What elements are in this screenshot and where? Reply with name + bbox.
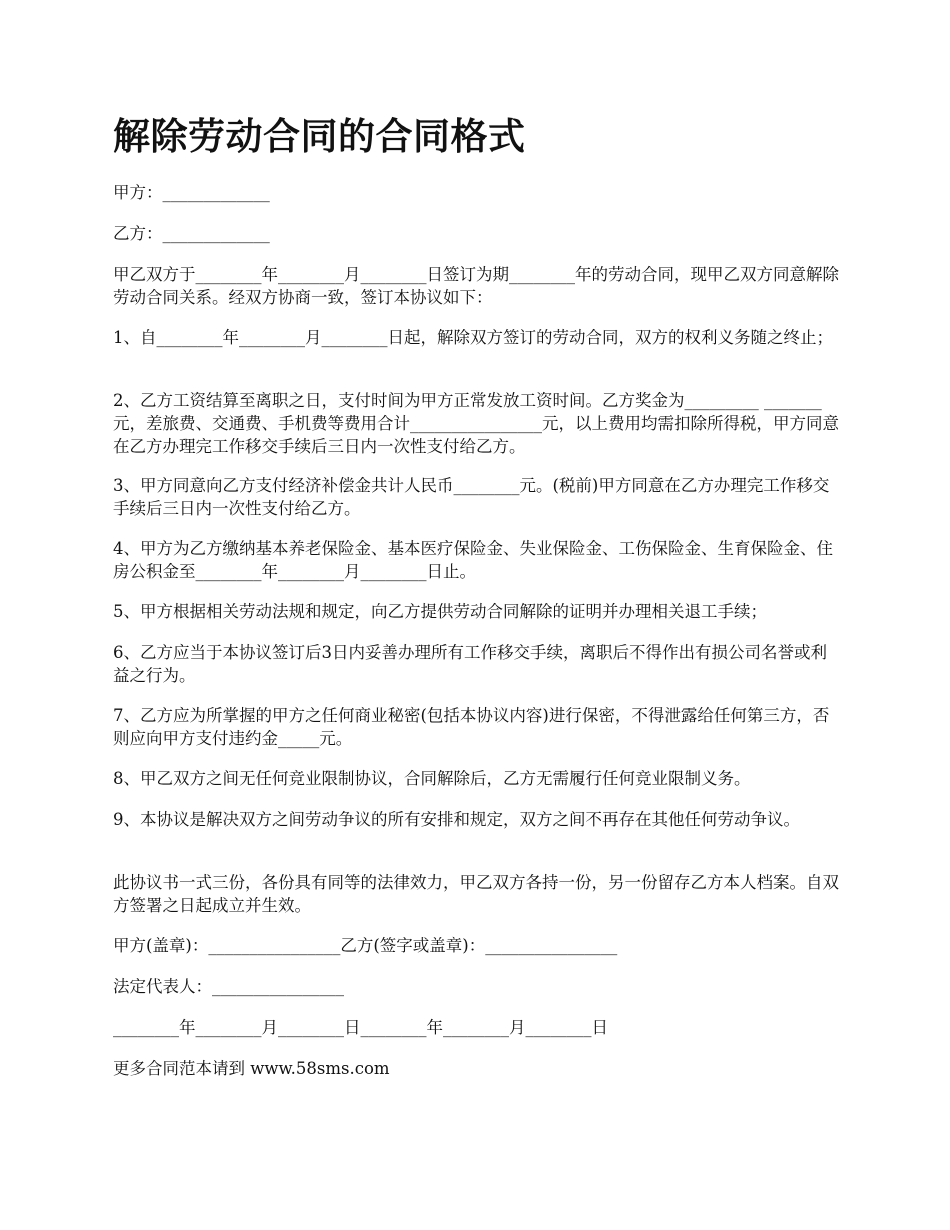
clause-8: 8、甲乙双方之间无任何竞业限制协议，合同解除后，乙方无需履行任何竞业限制义务。	[113, 769, 751, 788]
copies-note: 此协议书一式三份，各份具有同等的法律效力，甲乙双方各持一份，另一份留存乙方本人档案。自双方签署之日起成立并生效。	[113, 873, 839, 915]
party-a-line: 甲方：_____________	[113, 183, 270, 202]
legal-representative-line: 法定代表人：________________	[113, 977, 344, 996]
clause-5: 5、甲方根据相关劳动法规和规定，向乙方提供劳动合同解除的证明并办理相关退工手续；	[113, 602, 767, 621]
clause-7: 7、乙方应为所掌握的甲方之任何商业秘密(包括本协议内容)进行保密，不得泄露给任何第三方，否则应向甲方支付违约金_____元。	[113, 706, 830, 748]
party-b-line: 乙方：_____________	[113, 224, 270, 243]
clause-1: 1、自________年________月________日起，解除双方签订的劳动合同，双方的权利义务随之终止；	[113, 328, 833, 347]
signature-line: 甲方(盖章)：________________乙方(签字或盖章)：________________	[113, 936, 618, 955]
footer-link-text: 更多合同范本请到 www.58sms.com	[113, 1059, 390, 1078]
document-title: 解除劳动合同的合同格式	[113, 114, 526, 158]
clause-2: 2、乙方工资结算至离职之日，支付时间为甲方正常发放工资时间。乙方奖金为_________ _______元，差旅费、交通费、手机费等费用合计________________元，以上费用均需扣除所得税，甲方同意在乙方办理完工作移交手续后三日内一次性支付给乙方。	[113, 391, 839, 456]
date-line: ________年________月________日________年________月________日	[113, 1018, 608, 1037]
clause-9: 9、本协议是解决双方之间劳动争议的所有安排和规定，双方之间不再存在其他任何劳动争议。	[113, 810, 800, 829]
clause-4: 4、甲方为乙方缴纳基本养老保险金、基本医疗保险金、失业保险金、工伤保险金、生育保险金、住房公积金至________年________月________日止。	[113, 539, 833, 581]
intro-paragraph: 甲乙双方于________年________月________日签订为期________年的劳动合同，现甲乙双方同意解除劳动合同关系。经双方协商一致，签订本协议如下：	[113, 265, 839, 307]
clause-3: 3、甲方同意向乙方支付经济补偿金共计人民币________元。(税前)甲方同意在乙方办理完工作移交手续后三日内一次性支付给乙方。	[113, 476, 830, 518]
clause-6: 6、乙方应当于本协议签订后3日内妥善办理所有工作移交手续，离职后不得作出有损公司名誉或利益之行为。	[113, 643, 827, 685]
